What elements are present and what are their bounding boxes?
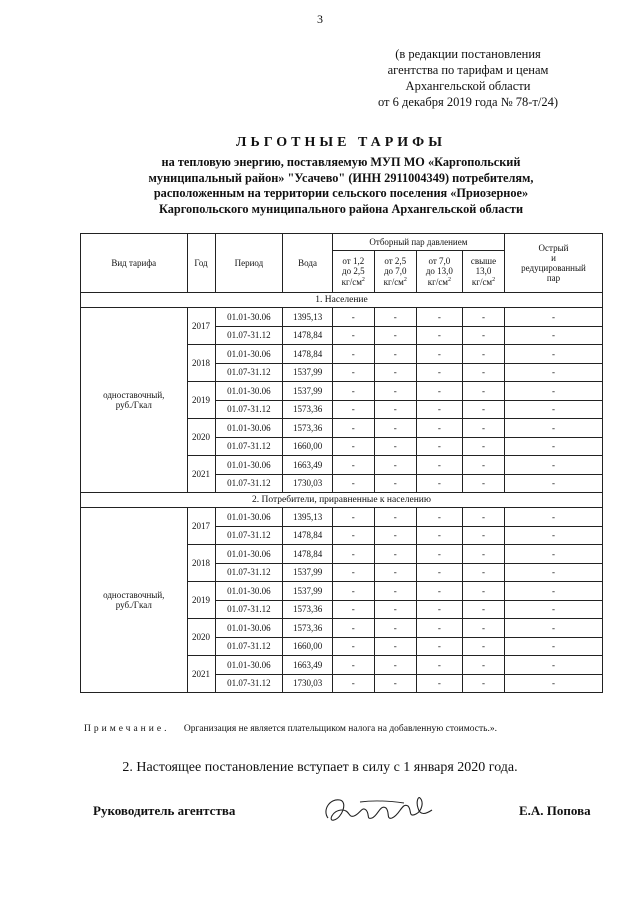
water-cell: 1478,84	[283, 326, 333, 345]
table-row	[81, 508, 603, 527]
title-block	[80, 135, 602, 217]
header-tariff-type: Вид тарифа	[81, 234, 188, 293]
unit-power: 2	[492, 276, 496, 283]
steam-value-cell: -	[332, 382, 374, 401]
sharp-steam-value-cell: -	[505, 474, 603, 493]
water-cell: 1573,36	[283, 400, 333, 419]
steam-value-cell: -	[416, 545, 462, 564]
steam-value-cell: -	[463, 456, 505, 475]
steam-value-cell: -	[332, 419, 374, 438]
header-steam-2	[374, 251, 416, 293]
header-steam-line: до 2,5	[342, 266, 365, 277]
steam-value-cell: -	[332, 600, 374, 619]
steam-value-cell: -	[416, 508, 462, 527]
steam-value-cell: -	[463, 656, 505, 675]
sharp-steam-value-cell: -	[505, 563, 603, 582]
steam-value-cell: -	[332, 437, 374, 456]
edition-note-line: от 6 декабря 2019 года № 78-т/24)	[377, 95, 559, 109]
tariff-table-body	[81, 293, 603, 693]
steam-value-cell: -	[416, 400, 462, 419]
period-cell: 01.01-30.06	[215, 419, 283, 438]
steam-value-cell: -	[332, 363, 374, 382]
water-cell: 1395,13	[283, 308, 333, 327]
water-cell: 1478,84	[283, 526, 333, 545]
water-cell: 1537,99	[283, 382, 333, 401]
sharp-steam-value-cell: -	[505, 526, 603, 545]
sharp-steam-value-cell: -	[505, 437, 603, 456]
steam-value-cell: -	[332, 326, 374, 345]
steam-value-cell: -	[463, 563, 505, 582]
sharp-steam-value-cell: -	[505, 545, 603, 564]
sharp-steam-value-cell: -	[505, 656, 603, 675]
period-cell: 01.01-30.06	[215, 508, 283, 527]
header-period: Период	[215, 234, 283, 293]
steam-value-cell: -	[332, 674, 374, 693]
sharp-steam-value-cell: -	[505, 326, 603, 345]
water-cell: 1663,49	[283, 456, 333, 475]
steam-value-cell: -	[463, 674, 505, 693]
header-sharp-steam-line: пар	[546, 273, 561, 283]
tariff-type-line: одноставочный,	[103, 590, 165, 600]
note	[84, 724, 497, 734]
period-cell: 01.01-30.06	[215, 619, 283, 638]
steam-value-cell: -	[332, 619, 374, 638]
steam-value-cell: -	[332, 308, 374, 327]
steam-value-cell: -	[463, 437, 505, 456]
period-cell: 01.01-30.06	[215, 345, 283, 364]
period-cell: 01.07-31.12	[215, 637, 283, 656]
steam-value-cell: -	[463, 508, 505, 527]
year-cell: 2017	[187, 508, 215, 545]
section-title: 2. Потребители, приравненные к населению	[81, 493, 603, 508]
unit-power: 2	[403, 276, 407, 283]
tariff-type-line: одноставочный,	[103, 390, 165, 400]
steam-value-cell: -	[332, 545, 374, 564]
header-sharp-steam-line: редуцированный	[521, 263, 586, 273]
steam-value-cell: -	[374, 474, 416, 493]
period-cell: 01.07-31.12	[215, 437, 283, 456]
period-cell: 01.07-31.12	[215, 363, 283, 382]
period-cell: 01.07-31.12	[215, 326, 283, 345]
steam-value-cell: -	[416, 526, 462, 545]
note-label: Примечание.	[84, 724, 170, 734]
water-cell: 1478,84	[283, 545, 333, 564]
steam-value-cell: -	[332, 508, 374, 527]
steam-value-cell: -	[374, 674, 416, 693]
sharp-steam-value-cell: -	[505, 419, 603, 438]
steam-value-cell: -	[374, 308, 416, 327]
steam-value-cell: -	[463, 363, 505, 382]
tariff-type-line: руб./Гкал	[115, 400, 152, 410]
tariff-type-line: руб./Гкал	[115, 600, 152, 610]
header-steam-line: 13,0	[475, 266, 492, 277]
year-cell: 2019	[187, 382, 215, 419]
period-cell: 01.07-31.12	[215, 600, 283, 619]
steam-value-cell: -	[374, 437, 416, 456]
steam-value-cell: -	[416, 582, 462, 601]
unit-power: 2	[361, 276, 365, 283]
steam-value-cell: -	[463, 400, 505, 419]
water-cell: 1730,03	[283, 474, 333, 493]
water-cell: 1573,36	[283, 619, 333, 638]
steam-value-cell: -	[374, 419, 416, 438]
unit-text: кг/см	[471, 276, 493, 287]
header-steam-line: от 2,5	[384, 255, 407, 266]
steam-value-cell: -	[463, 545, 505, 564]
subtitle-line: Каргопольского муниципального района Архангельской области	[158, 201, 524, 216]
steam-value-cell: -	[416, 437, 462, 456]
steam-value-cell: -	[416, 363, 462, 382]
handwritten-signature	[320, 788, 440, 830]
header-sharp-steam-line: Острый	[538, 243, 569, 253]
steam-value-cell: -	[332, 474, 374, 493]
section-row	[81, 493, 603, 508]
document-title: ЛЬГОТНЫЕ ТАРИФЫ	[236, 135, 446, 150]
steam-value-cell: -	[374, 400, 416, 419]
steam-value-cell: -	[416, 637, 462, 656]
sharp-steam-value-cell: -	[505, 308, 603, 327]
year-cell: 2017	[187, 308, 215, 345]
header-steam-unit	[375, 277, 416, 288]
sharp-steam-value-cell: -	[505, 508, 603, 527]
steam-value-cell: -	[332, 456, 374, 475]
header-steam-4	[463, 251, 505, 293]
header-steam-line: до 7,0	[383, 266, 407, 277]
steam-value-cell: -	[374, 508, 416, 527]
steam-value-cell: -	[374, 382, 416, 401]
effective-date-clause: 2. Настоящее постановление вступает в силу с 1 января 2020 года.	[122, 760, 518, 775]
steam-value-cell: -	[374, 619, 416, 638]
steam-value-cell: -	[332, 582, 374, 601]
subtitle-line: расположенным на территории сельского поселения «Приозерное»	[153, 186, 529, 200]
header-steam-1	[332, 251, 374, 293]
water-cell: 1537,99	[283, 363, 333, 382]
steam-value-cell: -	[332, 526, 374, 545]
water-cell: 1537,99	[283, 582, 333, 601]
note-text: Организация не является плательщиком налога на добавленную стоимость.».	[183, 724, 497, 734]
steam-value-cell: -	[374, 456, 416, 475]
sharp-steam-value-cell: -	[505, 363, 603, 382]
period-cell: 01.07-31.12	[215, 474, 283, 493]
steam-value-cell: -	[416, 308, 462, 327]
steam-value-cell: -	[463, 326, 505, 345]
sharp-steam-value-cell: -	[505, 600, 603, 619]
steam-value-cell: -	[416, 600, 462, 619]
period-cell: 01.01-30.06	[215, 656, 283, 675]
year-cell: 2021	[187, 656, 215, 693]
period-cell: 01.01-30.06	[215, 545, 283, 564]
steam-value-cell: -	[463, 345, 505, 364]
subtitle-line: на тепловую энергию, поставляемую МУП МО «Каргопольский	[161, 155, 521, 169]
header-steam-unit	[333, 277, 374, 288]
period-cell: 01.01-30.06	[215, 582, 283, 601]
steam-value-cell: -	[416, 619, 462, 638]
edition-note-line: Архангельской области	[405, 79, 531, 93]
subtitle-line: муниципальный район» "Усачево" (ИНН 2911004349) потребителям,	[148, 170, 534, 185]
period-cell: 01.01-30.06	[215, 308, 283, 327]
steam-value-cell: -	[463, 582, 505, 601]
period-cell: 01.01-30.06	[215, 382, 283, 401]
water-cell: 1663,49	[283, 656, 333, 675]
steam-value-cell: -	[332, 563, 374, 582]
tariff-type-cell	[81, 308, 188, 493]
steam-value-cell: -	[463, 526, 505, 545]
year-cell: 2020	[187, 419, 215, 456]
steam-value-cell: -	[374, 345, 416, 364]
section-row	[81, 293, 603, 308]
steam-value-cell: -	[374, 656, 416, 675]
steam-value-cell: -	[416, 656, 462, 675]
period-cell: 01.07-31.12	[215, 526, 283, 545]
steam-value-cell: -	[463, 619, 505, 638]
steam-value-cell: -	[416, 419, 462, 438]
steam-value-cell: -	[463, 600, 505, 619]
edition-note	[348, 46, 588, 110]
steam-value-cell: -	[463, 637, 505, 656]
signatory-position: Руководитель агентства	[93, 803, 236, 818]
year-cell: 2021	[187, 456, 215, 493]
steam-value-cell: -	[374, 563, 416, 582]
header-water: Вода	[283, 234, 333, 293]
unit-text: кг/см	[341, 276, 362, 287]
steam-value-cell: -	[374, 582, 416, 601]
sharp-steam-value-cell: -	[505, 382, 603, 401]
header-steam-3	[416, 251, 462, 293]
header-steam-unit	[417, 277, 462, 288]
period-cell: 01.07-31.12	[215, 400, 283, 419]
water-cell: 1537,99	[283, 563, 333, 582]
header-steam-unit	[463, 277, 504, 288]
steam-value-cell: -	[463, 474, 505, 493]
steam-value-cell: -	[416, 474, 462, 493]
steam-value-cell: -	[374, 526, 416, 545]
steam-value-cell: -	[416, 382, 462, 401]
edition-note-line: агентства по тарифам и ценам	[387, 63, 549, 77]
water-cell: 1660,00	[283, 637, 333, 656]
header-steam-line: от 7,0	[428, 255, 451, 266]
sharp-steam-value-cell: -	[505, 400, 603, 419]
tariff-type-cell	[81, 508, 188, 693]
steam-value-cell: -	[463, 419, 505, 438]
steam-value-cell: -	[416, 563, 462, 582]
sharp-steam-value-cell: -	[505, 345, 603, 364]
water-cell: 1660,00	[283, 437, 333, 456]
unit-power: 2	[448, 276, 452, 283]
year-cell: 2019	[187, 582, 215, 619]
section-title: 1. Население	[81, 293, 603, 308]
header-steam-line: свыше	[470, 255, 497, 266]
period-cell: 01.07-31.12	[215, 563, 283, 582]
period-cell: 01.07-31.12	[215, 674, 283, 693]
steam-value-cell: -	[374, 326, 416, 345]
sharp-steam-value-cell: -	[505, 674, 603, 693]
steam-value-cell: -	[332, 400, 374, 419]
edition-note-line: (в редакции постановления	[395, 47, 541, 61]
steam-value-cell: -	[332, 637, 374, 656]
steam-value-cell: -	[374, 545, 416, 564]
table-row	[81, 308, 603, 327]
steam-value-cell: -	[374, 363, 416, 382]
header-steam-line: до 13,0	[425, 266, 453, 277]
steam-value-cell: -	[463, 308, 505, 327]
steam-value-cell: -	[416, 345, 462, 364]
water-cell: 1730,03	[283, 674, 333, 693]
year-cell: 2018	[187, 545, 215, 582]
steam-value-cell: -	[332, 345, 374, 364]
period-cell: 01.01-30.06	[215, 456, 283, 475]
header-steam-line: от 1,2	[342, 255, 365, 266]
steam-value-cell: -	[463, 382, 505, 401]
sharp-steam-value-cell: -	[505, 619, 603, 638]
water-cell: 1395,13	[283, 508, 333, 527]
steam-value-cell: -	[374, 637, 416, 656]
unit-text: кг/см	[427, 276, 449, 287]
tariff-table	[80, 233, 603, 693]
header-steam-group: Отборный пар давлением	[332, 234, 504, 251]
steam-value-cell: -	[416, 326, 462, 345]
year-cell: 2020	[187, 619, 215, 656]
steam-value-cell: -	[332, 656, 374, 675]
steam-value-cell: -	[374, 600, 416, 619]
steam-value-cell: -	[416, 674, 462, 693]
water-cell: 1573,36	[283, 419, 333, 438]
water-cell: 1573,36	[283, 600, 333, 619]
year-cell: 2018	[187, 345, 215, 382]
sharp-steam-value-cell: -	[505, 582, 603, 601]
sharp-steam-value-cell: -	[505, 456, 603, 475]
header-sharp-steam-line: и	[551, 253, 556, 263]
page-number: 3	[317, 12, 323, 26]
steam-value-cell: -	[416, 456, 462, 475]
signatory-name: Е.А. Попова	[519, 803, 591, 818]
header-year: Год	[187, 234, 215, 293]
unit-text: кг/см	[383, 276, 404, 287]
header-sharp-steam	[505, 234, 603, 293]
water-cell: 1478,84	[283, 345, 333, 364]
sharp-steam-value-cell: -	[505, 637, 603, 656]
